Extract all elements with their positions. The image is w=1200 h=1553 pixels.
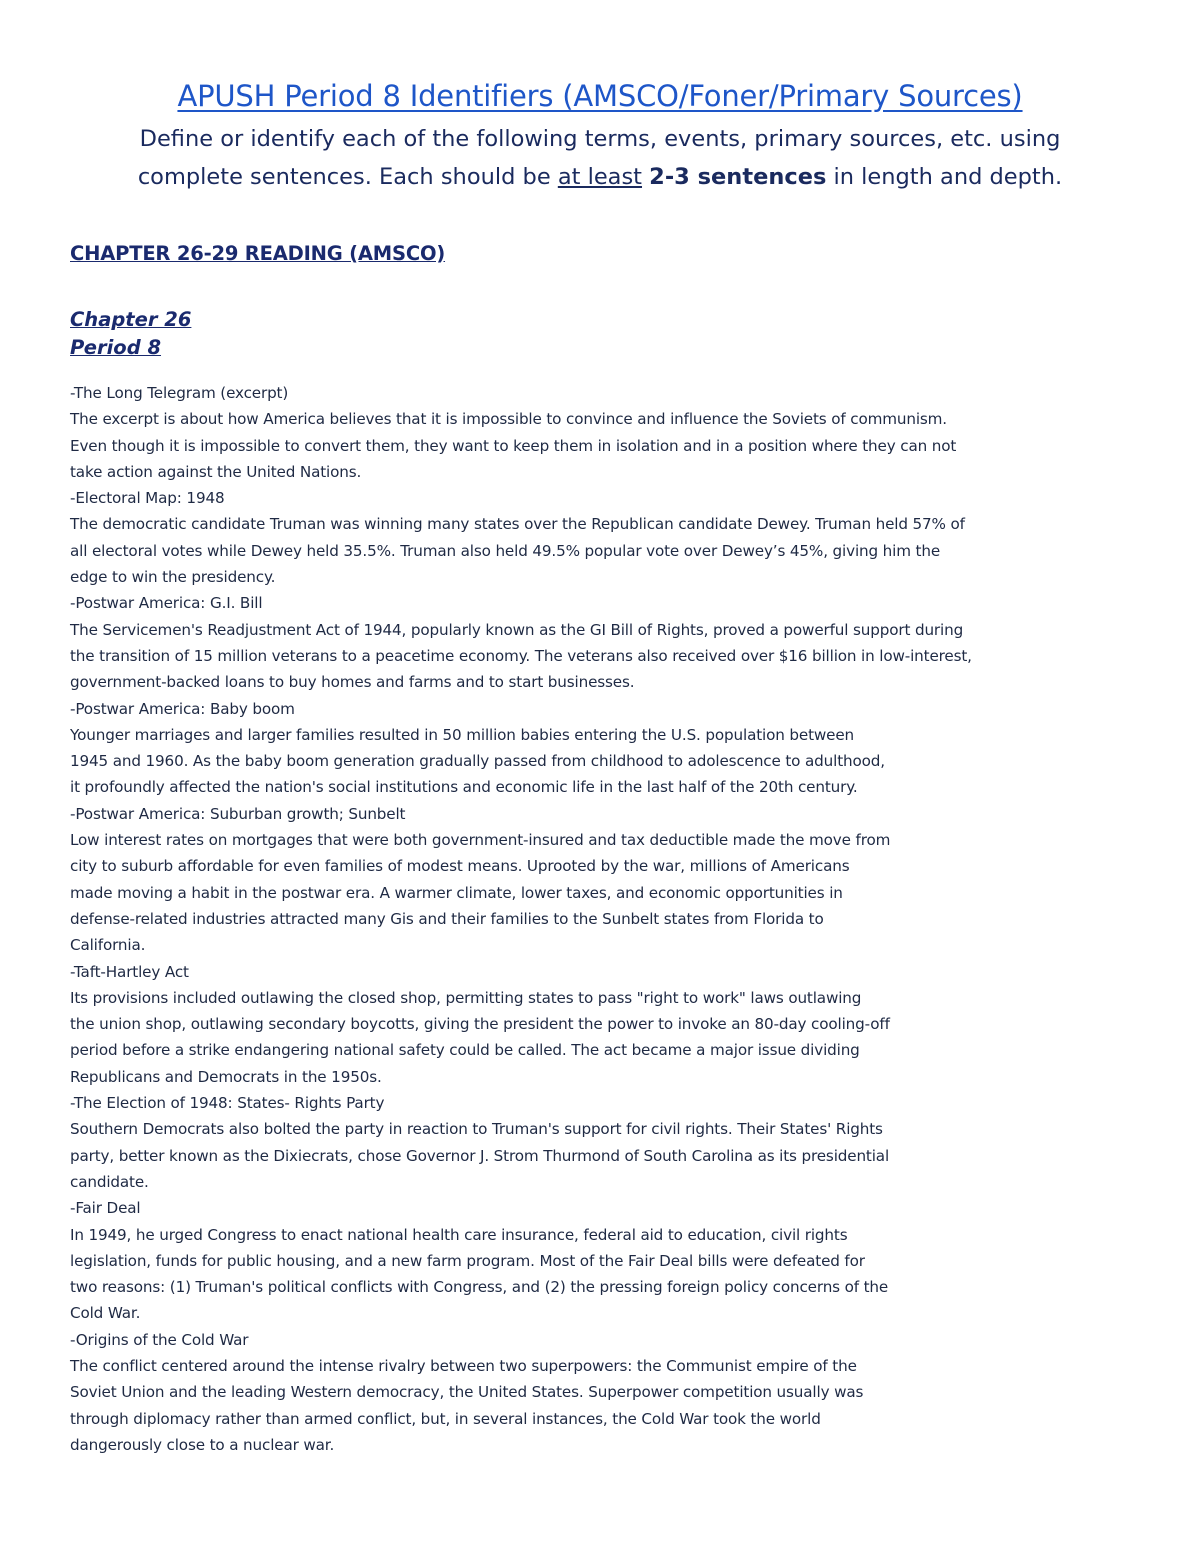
- document-instructions: [0, 120, 1200, 196]
- entry-definition-line: Even though it is impossible to convert them, they want to keep them in isolation and in a position where they can not: [70, 436, 957, 455]
- entry-definition-line: Soviet Union and the leading Western democracy, the United States. Superpower competition usually was: [70, 1383, 864, 1402]
- entry-definition-line: dangerously close to a nuclear war.: [70, 1435, 335, 1454]
- entry-definition-line: the union shop, outlawing secondary boycotts, giving the president the power to invoke an 80-day cooling-off: [70, 1015, 890, 1034]
- entry-definition-line: Cold War.: [70, 1304, 141, 1323]
- entry-definition-line: 1945 and 1960. As the baby boom generation gradually passed from childhood to adolescence to adulthood,: [70, 752, 885, 771]
- instructions-line-1: Define or identify each of the following terms, events, primary sources, etc. using: [139, 126, 1061, 152]
- instructions-text: complete sentences. Each should be: [137, 164, 558, 190]
- entry-definition-line: The democratic candidate Truman was winning many states over the Republican candidate Dewey. Truman held 57% of: [70, 515, 965, 534]
- entry-definition-line: legislation, funds for public housing, and a new farm program. Most of the Fair Deal bills were defeated for: [70, 1251, 865, 1270]
- entry-definition-line: all electoral votes while Dewey held 35.5%. Truman also held 49.5% popular vote over Dewey’s 45%, giving him the: [70, 541, 941, 560]
- entry-definition-line: take action against the United Nations.: [70, 462, 362, 481]
- entry-term: -Postwar America: Baby boom: [70, 699, 295, 718]
- entry-term: -The Long Telegram (excerpt): [70, 384, 289, 402]
- instructions-bold-text: 2-3 sentences: [649, 164, 827, 190]
- entry-definition-line: Southern Democrats also bolted the party in reaction to Truman's support for civil rights. Their States' Rights: [70, 1120, 883, 1139]
- instructions-text-end: in length and depth.: [826, 164, 1063, 190]
- entry-definition-line: candidate.: [70, 1172, 149, 1191]
- entry-term: -Postwar America: Suburban growth; Sunbelt: [70, 804, 406, 823]
- entry-definition-line: through diplomacy rather than armed conflict, but, in several instances, the Cold War took the world: [70, 1409, 821, 1428]
- entry-definition-line: edge to win the presidency.: [70, 568, 276, 587]
- entry-definition-line: two reasons: (1) Truman's political conflicts with Congress, and (2) the pressing foreign policy concerns of the: [70, 1278, 889, 1297]
- instructions-line-2: [0, 158, 1200, 196]
- entry-term: -The Election of 1948: States- Rights Party: [70, 1094, 385, 1113]
- entry-definition-line: period before a strike endangering national safety could be called. The act became a major issue dividing: [70, 1041, 860, 1060]
- entry-definition-line: party, better known as the Dixiecrats, chose Governor J. Strom Thurmond of South Carolina as its presidential: [70, 1146, 890, 1165]
- entry-definition-line: The Servicemen's Readjustment Act of 1944, popularly known as the GI Bill of Rights, proved a powerful support during: [70, 620, 964, 639]
- entry-definition-line: defense-related industries attracted many Gis and their families to the Sunbelt states from Florida to: [70, 909, 824, 928]
- chapter-heading: [70, 306, 191, 362]
- entry-definition-line: The excerpt is about how America believes that it is impossible to convince and influence the Soviets of communism.: [70, 410, 947, 429]
- entry-definition-line: Low interest rates on mortgages that were both government-insured and tax deductible made the move from: [70, 831, 891, 850]
- entry-definition-line: California.: [70, 936, 146, 955]
- entry-definition-line: Its provisions included outlawing the closed shop, permitting states to pass "right to work" laws outlawing: [70, 988, 862, 1007]
- entry-definition-line: made moving a habit in the postwar era. A warmer climate, lower taxes, and economic opportunities in: [70, 883, 843, 902]
- entry-term: -Fair Deal: [70, 1199, 141, 1218]
- entry-definition-line: Republicans and Democrats in the 1950s.: [70, 1067, 382, 1086]
- entry-definition-line: it profoundly affected the nation's social institutions and economic life in the last half of the 20th century.: [70, 778, 858, 797]
- entry-term: -Taft-Hartley Act: [70, 962, 189, 981]
- document-title: APUSH Period 8 Identifiers (AMSCO/Foner/Primary Sources): [177, 79, 1023, 113]
- entry-definition-line: the transition of 15 million veterans to a peacetime economy. The veterans also received over $16 billion in low-interest,: [70, 646, 972, 665]
- entry-term: -Electoral Map: 1948: [70, 489, 225, 508]
- chapter-label: Chapter 26: [70, 308, 192, 331]
- period-label: Period 8: [70, 336, 162, 359]
- entry-definition-line: government-backed loans to buy homes and farms and to start businesses.: [70, 673, 635, 692]
- entry-term: -Origins of the Cold War: [70, 1330, 249, 1349]
- identifier-entries: [70, 380, 1150, 1458]
- entry-term: -Postwar America: G.I. Bill: [70, 594, 263, 613]
- entry-definition-line: The conflict centered around the intense rivalry between two superpowers: the Communist empire of the: [70, 1356, 857, 1375]
- entry-definition-line: city to suburb affordable for even families of modest means. Uprooted by the war, millions of Americans: [70, 857, 850, 876]
- section-heading: CHAPTER 26-29 READING (AMSCO): [70, 242, 446, 265]
- entry-definition-line: Younger marriages and larger families resulted in 50 million babies entering the U.S. population between: [70, 725, 855, 744]
- entry-definition-line: In 1949, he urged Congress to enact national health care insurance, federal aid to education, civil rights: [70, 1225, 848, 1244]
- instructions-underlined-text: at least: [557, 164, 643, 190]
